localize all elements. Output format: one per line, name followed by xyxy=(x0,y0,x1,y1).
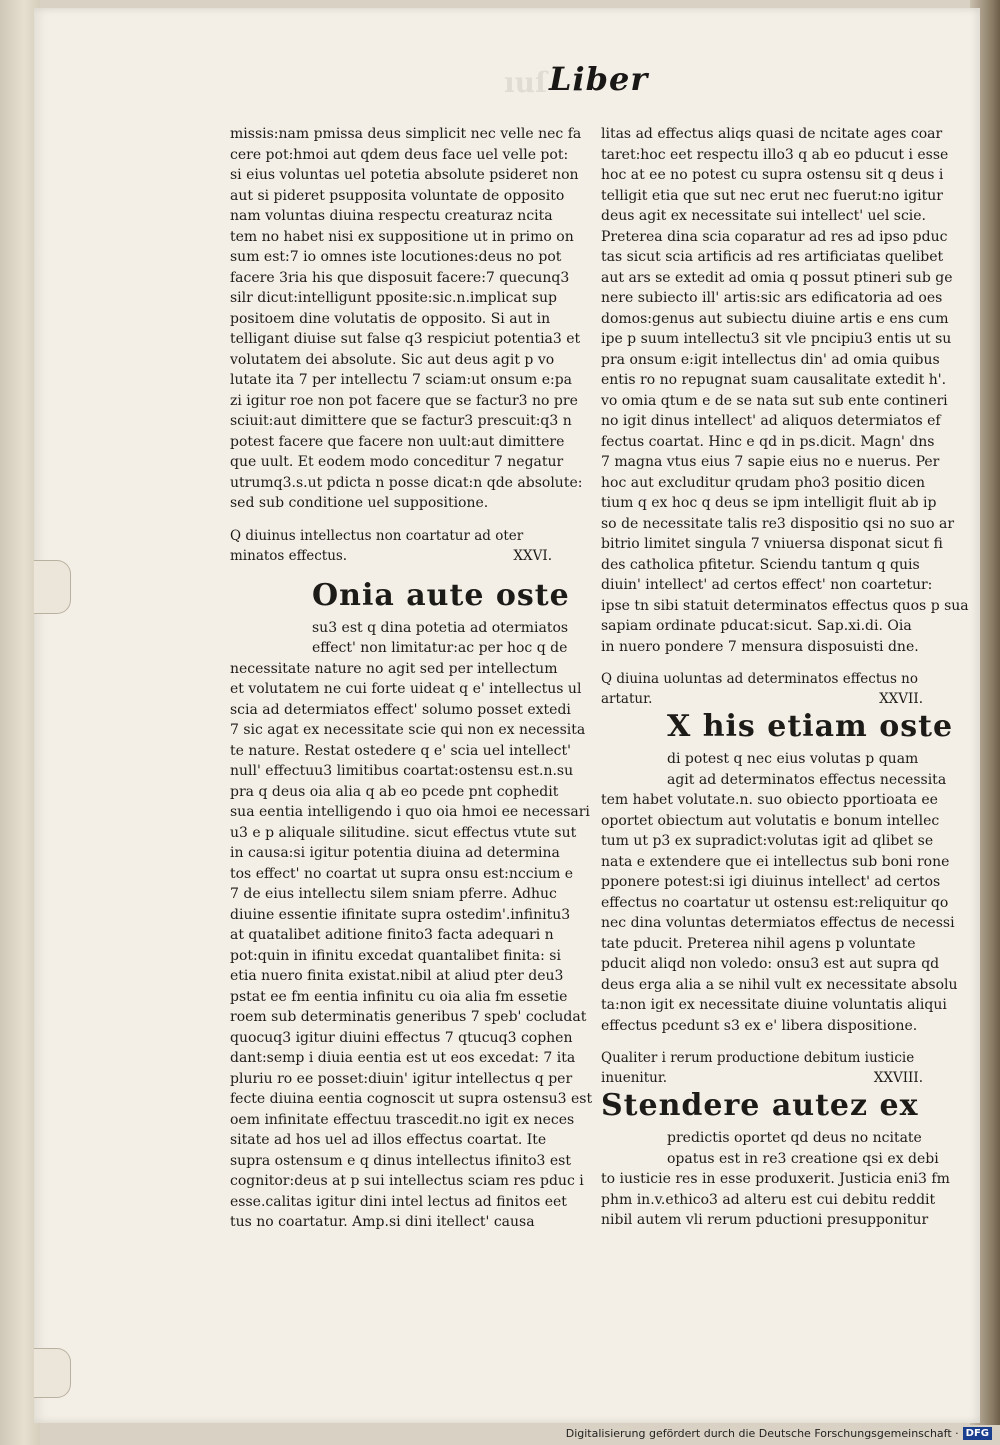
text-line: dant:semp i diuia eentia est ut eos excedat: 7 ita xyxy=(230,1050,576,1066)
text-line: effectus no coartatur ut ostensu est:reliquitur qo xyxy=(601,894,949,911)
text-line: missis:nam pmissa deus simplicit nec velle nec fa xyxy=(230,126,582,142)
chapter-heading-text: minatos effectus. xyxy=(230,547,348,564)
left-top-block xyxy=(230,124,583,514)
text-line: di potest q nec eius volutas p quam xyxy=(667,751,919,767)
text-line: u3 e p aliquale silitudine. sicut effectus vtute sut xyxy=(230,824,577,841)
text-line: Preterea dina scia coparatur ad res ad ipso pduc xyxy=(601,228,948,245)
text-line: lutate ita 7 per intellectu 7 sciam:ut onsum e:pa xyxy=(230,372,573,388)
text-line: opatus est in re3 creatione qsi ex debi xyxy=(667,1150,939,1167)
chapter-number: XXVII. xyxy=(879,691,923,707)
text-line: tem habet volutate.n. suo obiecto pportioata ee xyxy=(601,792,938,808)
text-line: pluriu ro ee posset:diuin' igitur intellectus q per xyxy=(230,1070,573,1087)
right-bottom-block xyxy=(601,1128,950,1231)
chapter-heading-text: Q diuina uoluntas ad determinatos effectus no xyxy=(601,671,918,687)
running-head: Liber xyxy=(549,60,649,98)
book-page xyxy=(34,8,980,1423)
text-line: pducit aliqd non voledo: onsu3 est aut supra qd xyxy=(601,956,940,972)
left-column xyxy=(230,124,593,1233)
text-line: aut si pideret psupposita voluntate de opposito xyxy=(230,187,565,204)
text-line: cere pot:hmoi aut qdem deus face uel velle pot: xyxy=(230,146,569,163)
text-line: hoc aut excluditur qrudam pho3 positio dicen xyxy=(601,474,926,491)
text-line: bitrio limitet singula 7 vniuersa disponat sicut fi xyxy=(601,536,943,552)
text-line: esse.calitas igitur dini intel lectus ad finitos eet xyxy=(230,1193,567,1210)
text-line: pra q deus oia alia q ab eo pcede pnt cophedit xyxy=(230,783,559,800)
binding-tab-top xyxy=(34,560,71,614)
text-line: phm in.v.ethico3 ad alteru est cui debitu reddit xyxy=(601,1191,936,1208)
text-line: tum ut p3 ex supradict:volutas igit ad qlibet se xyxy=(601,833,934,849)
text-line: te nature. Restat ostedere q e' scia uel intellect' xyxy=(230,742,571,759)
chapter-heading-xxviii-line2 xyxy=(601,1068,923,1088)
text-line: sciuit:aut dimittere que se factur3 prescuit:q3 n xyxy=(230,413,572,429)
chapter-initial: Stendere autez ex xyxy=(601,1088,919,1123)
text-line: silr dicut:intelligunt pposite:sic.n.implicat sup xyxy=(230,290,557,306)
text-line: diuin' intellect' ad certos effect' non coartetur: xyxy=(601,577,933,593)
text-line: predictis oportet qd deus no ncitate xyxy=(667,1130,922,1146)
chapter-number: XXVI. xyxy=(513,547,552,564)
chapter-heading-xxvi-line2 xyxy=(230,546,552,566)
text-line: si eius voluntas uel potetia absolute psideret non xyxy=(230,167,579,183)
text-line: in causa:si igitur potentia diuina ad determina xyxy=(230,845,560,861)
text-line: sum est:7 io omnes iste locutiones:deus no pot xyxy=(230,249,562,265)
text-line: vo omia qtum e de se nata sut sub ente contineri xyxy=(601,392,948,409)
chapter-heading-text: inuenitur. xyxy=(601,1070,668,1086)
binding-tab-bottom xyxy=(34,1348,71,1398)
text-line: des catholica pfitetur. Sciendu tantum q quis xyxy=(601,556,920,573)
text-line: su3 est q dina potetia ad otermiatos xyxy=(312,619,569,636)
text-line: sitate ad hos uel ad illos effectus coartat. Ite xyxy=(230,1132,547,1148)
chapter-initial: X his etiam oste xyxy=(667,709,954,744)
text-line: effect' non limitatur:ac per hoc q de xyxy=(312,640,568,656)
chapter-heading-xxvii-line2 xyxy=(601,689,923,709)
text-line: to iusticie res in esse produxerit. Justicia eni3 fm xyxy=(601,1171,950,1187)
text-line: litas ad effectus aliqs quasi de ncitate ages coar xyxy=(601,126,943,142)
text-line: at quatalibet aditione finito3 facta adequari n xyxy=(230,927,554,943)
text-line: taret:hoc eet respectu illo3 q ab eo pducut i esse xyxy=(601,146,949,163)
text-line: pot:quin in ifinitu excedat quantalibet finita: si xyxy=(230,947,561,964)
text-line: tem no habet nisi ex suppositione ut in primo on xyxy=(230,228,574,245)
text-line: ipe p suum intellectu3 sit vle pncipiu3 entis ut su xyxy=(601,331,952,347)
text-line: quocuq3 igitur diuini effectus 7 qtucuq3 cophen xyxy=(230,1029,573,1046)
chapter-heading-xxviii xyxy=(601,1048,923,1068)
text-line: entis ro no repugnat suam causalitate extedit h'. xyxy=(601,372,947,388)
text-line: sed sub conditione uel suppositione. xyxy=(230,495,489,511)
show-through-text: ıuſ xyxy=(504,66,548,99)
footer-text: Digitalisierung gefördert durch die Deutsche Forschungsgemeinschaft · xyxy=(565,1426,959,1440)
chapter-heading-text: artatur. xyxy=(601,691,653,707)
text-line: so de necessitate talis re3 dispositio qsi no suo ar xyxy=(601,515,955,532)
text-line: tos effect' no coartat ut supra onsu est:nccium e xyxy=(230,865,574,882)
text-line: null' effectuu3 limitibus coartat:ostensu est.n.su xyxy=(230,763,574,779)
right-top-block xyxy=(601,124,969,657)
text-line: hoc at ee no potest cu supra ostensu sit q deus i xyxy=(601,167,944,183)
text-line: pra onsum e:igit intellectus din' ad omia quibus xyxy=(601,351,940,368)
text-line: deus erga alia a se nihil vult ex necessitate absolu xyxy=(601,976,958,993)
text-line: agit ad determinatos effectus necessita xyxy=(667,771,947,788)
text-line: et volutatem ne cui forte uideat q e' intellectus ul xyxy=(230,681,582,697)
text-line: no igit dinus intellect' ad aliquos determiatos ef xyxy=(601,413,941,429)
text-line: nibil autem vli rerum pductioni presupponitur xyxy=(601,1212,929,1228)
text-line: pponere potest:si igi diuinus intellect' ad certos xyxy=(601,874,941,890)
text-line: utrumq3.s.ut pdicta n posse dicat:n qde absolute: xyxy=(230,474,583,491)
text-line: cognitor:deus at p sui intellectus sciam res pduc i xyxy=(230,1173,584,1189)
text-line: tus no coartatur. Amp.si dini itellect' causa xyxy=(230,1214,535,1230)
text-line: 7 magna vtus eius 7 sapie eius no e nuerus. Per xyxy=(601,454,940,470)
text-line: telligant diuise sut false q3 respiciut potentia3 et xyxy=(230,331,581,347)
text-line: domos:genus aut subiectu diuine artis e ens cum xyxy=(601,310,949,327)
text-line: nata e extendere que ei intellectus sub boni rone xyxy=(601,853,950,870)
text-line: positoem dine volutatis de opposito. Si aut in xyxy=(230,310,551,327)
footer xyxy=(566,1423,992,1443)
text-line: necessitate nature no agit sed per intellectum xyxy=(230,660,558,677)
text-line: scia ad determiatos effect' solumo posset extedi xyxy=(230,701,571,718)
dfg-logo: DFG xyxy=(963,1427,992,1440)
text-line: in nuero pondere 7 mensura disposuisti dne. xyxy=(601,638,919,655)
text-line: nam voluntas diuina respectu creaturaz ncita xyxy=(230,208,553,224)
text-line: facere 3ria his que disposuit facere:7 quecunq3 xyxy=(230,269,570,286)
text-line: sapiam ordinate pducat:sicut. Sap.xi.di. Oia xyxy=(601,618,912,634)
text-line: oportet obiectum aut volutatis e bonum intellec xyxy=(601,812,940,829)
chapter-heading-xxvii xyxy=(601,669,923,689)
text-line: tate pducit. Preterea nihil agens p voluntate xyxy=(601,935,916,952)
text-line: etia nuero finita existat.nibil at aliud pter deu3 xyxy=(230,968,564,984)
right-column xyxy=(601,124,969,1231)
left-body-block xyxy=(230,618,593,1233)
text-line: pstat ee fm eentia infinitu cu oia alia fm essetie xyxy=(230,988,568,1005)
text-line: fectus coartat. Hinc e qd in ps.dicit. Magn' dns xyxy=(601,433,935,450)
text-line: effectus pcedunt s3 ex e' libera dispositione. xyxy=(601,1017,918,1034)
text-line: ipse tn sibi statuit determinatos effectus quos p sua xyxy=(601,597,969,614)
text-line: diuine essentie ifinitate supra ostedim'.infinitu3 xyxy=(230,906,571,923)
text-line: sua eentia intelligendo i quo oia hmoi ee necessari xyxy=(230,804,590,820)
text-line: potest facere que facere non uult:aut dimittere xyxy=(230,433,565,450)
right-mid-block xyxy=(601,749,958,1036)
chapter-heading-text: Qualiter i rerum productione debitum iusticie xyxy=(601,1050,915,1066)
text-line: fecte diuina eentia cognoscit ut supra ostensu3 est xyxy=(230,1091,593,1107)
text-line: ta:non igit ex necessitate diuine voluntatis aliqui xyxy=(601,997,947,1013)
chapter-heading-text: Q diuinus intellectus non coartatur ad oter xyxy=(230,527,524,544)
chapter-number: XXVIII. xyxy=(873,1070,923,1086)
text-line: telligit etia que sut nec erut nec fuerut:no igitur xyxy=(601,187,943,204)
text-line: aut ars se extedit ad omia q possut ptineri sub ge xyxy=(601,269,953,286)
text-line: 7 de eius intellectu silem sniam pferre. Adhuc xyxy=(230,886,557,902)
text-line: supra ostensum e q dinus intellectus ifinito3 est xyxy=(230,1152,571,1169)
text-line: nere subiecto ill' artis:sic ars edificatoria ad oes xyxy=(601,290,943,306)
chapter-heading-xxvi xyxy=(230,526,552,546)
text-line: deus agit ex necessitate sui intellect' uel scie. xyxy=(601,208,927,224)
text-line: nec dina voluntas determiatos effectus de necessi xyxy=(601,915,955,931)
chapter-initial: Onia aute oste xyxy=(312,577,570,613)
text-line: oem infinitate effectuu trascedit.no igit ex neces xyxy=(230,1111,575,1128)
text-line: zi igitur roe non pot facere que se factur3 no pre xyxy=(230,392,578,409)
text-line: tas sicut scia artificis ad res artificiatas quelibet xyxy=(601,249,944,265)
text-line: 7 sic agat ex necessitate scie qui non ex necessita xyxy=(230,722,586,738)
text-line: volutatem dei absolute. Sic aut deus agit p vo xyxy=(230,351,555,368)
text-line: tium q ex hoc q deus se ipm intelligit fluit ab ip xyxy=(601,495,937,511)
text-line: roem sub determinatis generibus 7 speb' cocludat xyxy=(230,1009,587,1025)
text-line: que uult. Et eodem modo conceditur 7 negatur xyxy=(230,454,564,470)
